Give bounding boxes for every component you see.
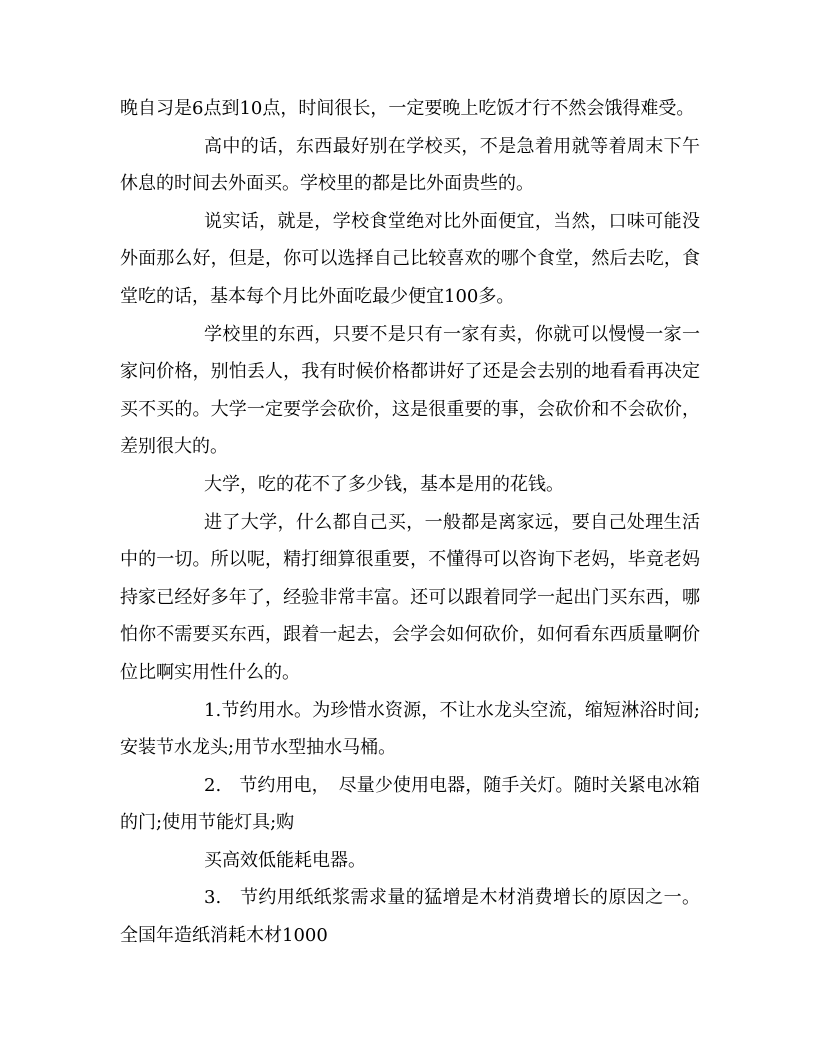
paragraph-save-electricity-cont: 买高效低能耗电器。: [204, 849, 366, 871]
paragraph-save-water: 1.节约用水。为珍惜水资源，不让水龙头空流，缩短淋浴时间;安装节水龙头;用节水型抽水马桶。: [120, 699, 700, 759]
paragraph-save-electricity: 2. 节约用电， 尽量少使用电器，随手关灯。随时关紧电冰箱的门;使用节能灯具;购: [120, 774, 700, 834]
paragraph-bargaining: 学校里的东西，只要不是只有一家有卖，你就可以慢慢一家一家问价格，别怕丢人，我有时候价格都讲好了还是会去别的地看看再决定买不买的。大学一定要学会砍价，这是很重要的事，会砍价和不会砍价，差别很大的。: [120, 323, 700, 458]
paragraph-high-school-shopping: 高中的话，东西最好别在学校买，不是急着用就等着周末下午休息的时间去外面买。学校里的都是比外面贵些的。: [120, 135, 700, 195]
paragraph-save-paper: 3. 节约用纸纸浆需求量的猛增是木材消费增长的原因之一。全国年造纸消耗木材1000: [120, 887, 700, 947]
paragraph-evening-study: 晚自习是6点到10点，时间很长，一定要晚上吃饭才行不然会饿得难受。: [120, 98, 695, 119]
paragraph-university-life: 进了大学，什么都自己买，一般都是离家远，要自己处理生活中的一切。所以呢，精打细算很重要，不懂得可以咨询下老妈，毕竟老妈持家已经好多年了，经验非常丰富。还可以跟着同学一起出门买东西，哪怕你不需要买东西，跟着一起去，会学会如何砍价，如何看东西质量啊价位比啊实用性什么的。: [120, 511, 700, 683]
paragraph-spending: 大学，吃的花不了多少钱，基本是用的花钱。: [204, 473, 564, 495]
paragraph-canteen: 说实话，就是，学校食堂绝对比外面便宜，当然，口味可能没外面那么好，但是，你可以选择自己比较喜欢的哪个食堂，然后去吃，食堂吃的话，基本每个月比外面吃最少便宜100多。: [120, 210, 700, 307]
document-body: [120, 90, 700, 955]
